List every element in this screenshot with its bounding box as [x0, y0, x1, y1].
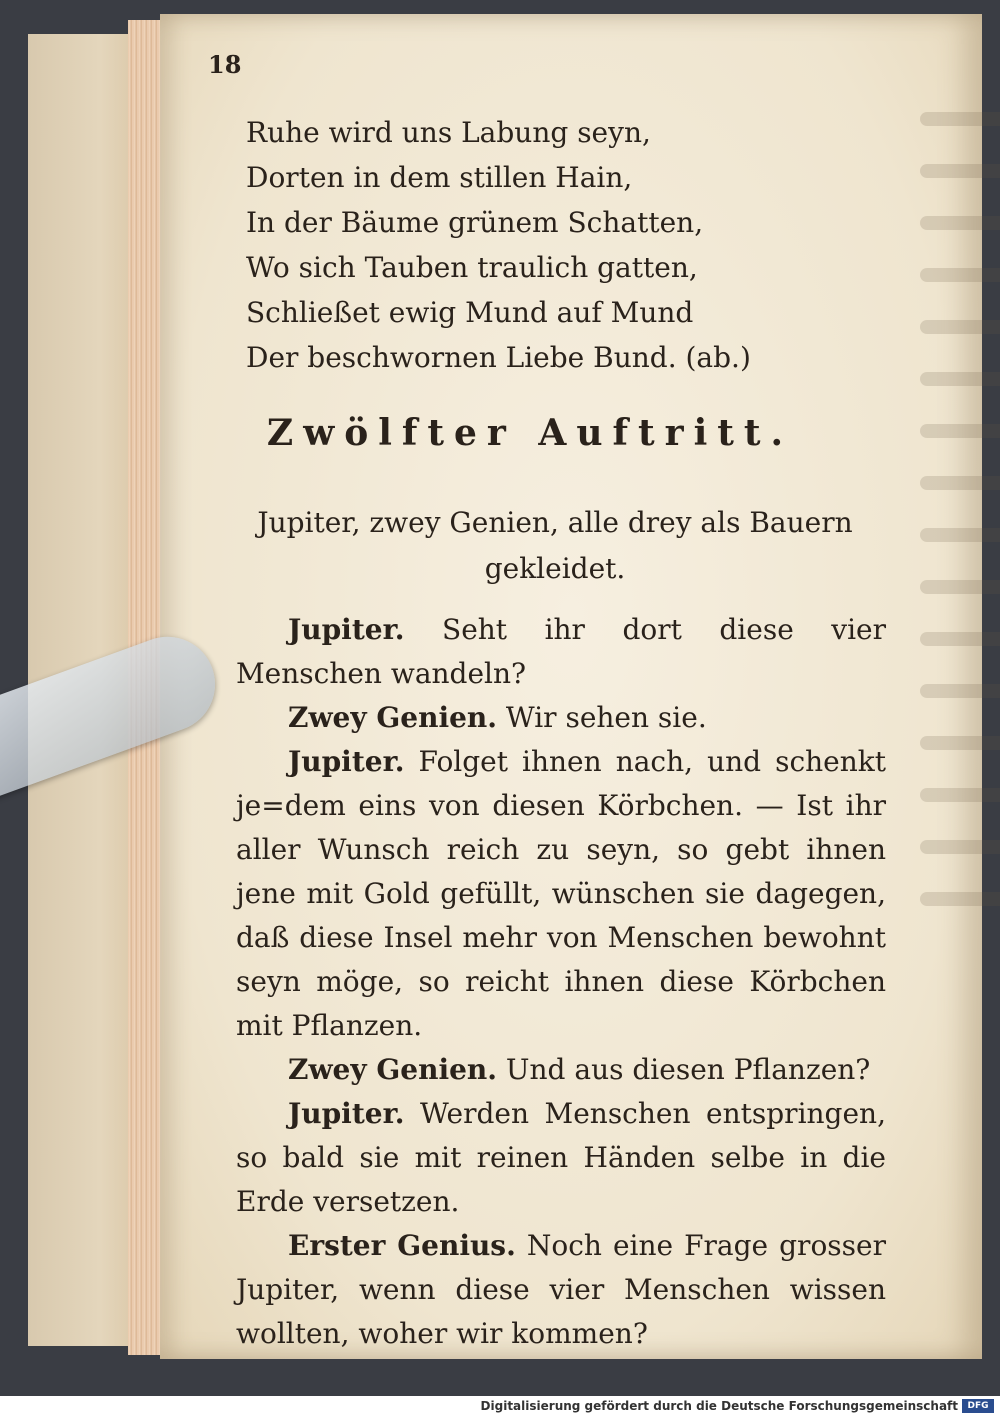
- speech: Wir sehen sie.: [505, 701, 707, 734]
- scene-heading: Zwölfter Auftritt.: [266, 412, 794, 454]
- show-through-text: [920, 74, 1000, 1274]
- poem-line: Schließet ewig Mund auf Mund: [246, 296, 694, 329]
- speech: Werden Menschen entspringen, so bald sie mit reinen Händen selbe in die Erde versetzen.: [236, 1097, 886, 1218]
- speaker: Zwey Genien.: [288, 701, 498, 734]
- poem-line: Dorten in dem stillen Hain,: [246, 161, 633, 194]
- speaker: Zwey Genien.: [288, 1053, 498, 1086]
- speech: Seht ihr dort diese vier Menschen wandeln?: [236, 613, 886, 690]
- speech: Und aus diesen Pflanzen?: [505, 1053, 871, 1086]
- dialogue-line: [236, 740, 886, 1048]
- dialogue-line: [236, 608, 886, 696]
- stage-direction: Jupiter, zwey Genien, alle drey als Bauern gekleidet.: [257, 506, 853, 585]
- poem-line: Wo sich Tauben traulich gatten,: [246, 251, 698, 284]
- poem-verse: [246, 110, 751, 380]
- dialogue-line: [236, 1048, 886, 1092]
- footer-bar: [0, 1396, 1000, 1417]
- speaker: Jupiter.: [288, 745, 405, 778]
- speaker: Jupiter.: [288, 613, 405, 646]
- speech: Noch eine Frage grosser Jupiter, wenn diese vier Menschen wissen wollten, woher wir kommen?: [236, 1229, 886, 1350]
- footer-credit: Digitalisierung gefördert durch die Deutsche Forschungsgemeinschaft: [480, 1399, 958, 1413]
- poem-line: Der beschwornen Liebe Bund. (ab.): [246, 341, 751, 374]
- dialogue-line: [236, 1092, 886, 1224]
- poem-line: In der Bäume grünem Schatten,: [246, 206, 704, 239]
- poem-line: Ruhe wird uns Labung seyn,: [246, 116, 651, 149]
- speech: Folget ihnen nach, und schenkt je=dem eins von diesen Körbchen. — Ist ihr aller Wunsch reich zu seyn, so gebt ihnen jene mit Gold gefüllt, wünschen sie dagegen, daß diese Insel mehr von Menschen bewohnt seyn möge, so reicht ihnen diese Körbchen mit Pflanzen.: [236, 745, 887, 1042]
- speaker: Jupiter.: [288, 1097, 405, 1130]
- speaker: Erster Genius.: [288, 1229, 516, 1262]
- dialogue-line: [236, 1224, 886, 1356]
- dfg-logo: DFG: [962, 1399, 994, 1413]
- page-number: 18: [208, 50, 242, 79]
- dialogue: [236, 608, 886, 1356]
- dialogue-line: [236, 696, 886, 740]
